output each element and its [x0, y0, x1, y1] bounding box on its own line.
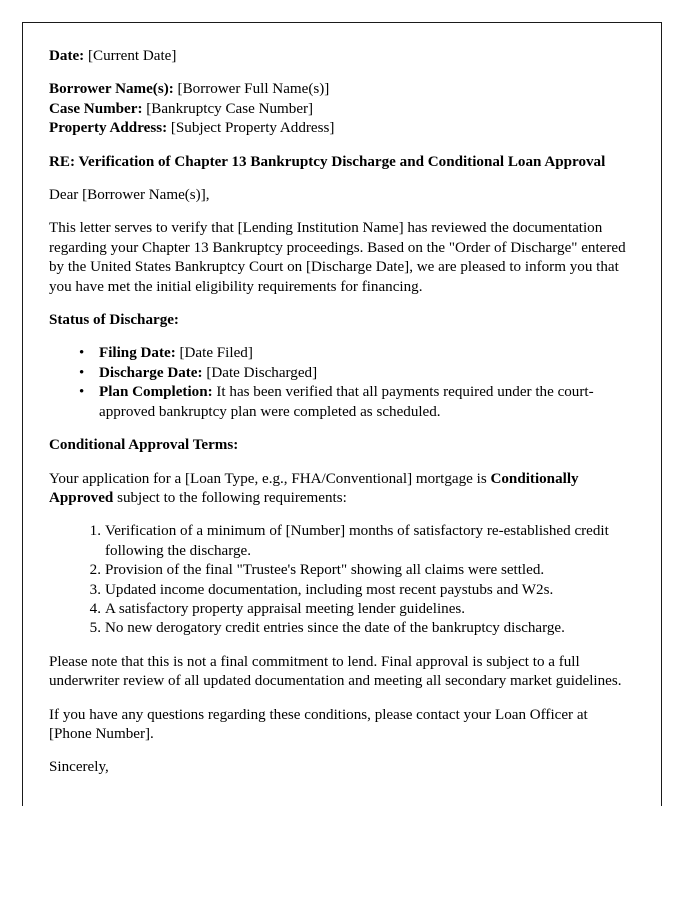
- list-item: [89, 364, 631, 383]
- date-value: [Current Date]: [87, 48, 177, 64]
- plan-completion-value: It has been verified that all payments required under the court-approved bankruptcy plan were completed as scheduled.: [99, 384, 594, 420]
- property-address-value: [Subject Property Address]: [170, 120, 335, 137]
- requirements-list: [49, 522, 631, 638]
- list-item: Verification of a minimum of [Number] months of satisfactory re-established credit following the discharge.: [105, 523, 609, 559]
- list-item: [89, 383, 631, 422]
- status-heading: Status of Discharge:: [49, 312, 179, 329]
- status-list: [49, 344, 631, 422]
- list-item: No new derogatory credit entries since the date of the bankruptcy discharge.: [105, 620, 565, 637]
- letter-body: [49, 47, 631, 778]
- list-item: Provision of the final "Trustee's Report" showing all claims were settled.: [105, 562, 545, 579]
- approval-paragraph: [49, 470, 631, 509]
- date-label: Date:: [49, 48, 85, 64]
- closing-line: Sincerely,: [49, 759, 109, 776]
- list-item: Updated income documentation, including most recent paystubs and W2s.: [105, 581, 554, 598]
- filing-date-value: [Date Filed]: [179, 345, 253, 362]
- filing-date-label: Filing Date:: [99, 345, 176, 362]
- terms-heading: Conditional Approval Terms:: [49, 437, 239, 454]
- case-number-label: Case Number:: [49, 100, 143, 117]
- discharge-date-label: Discharge Date:: [99, 364, 203, 381]
- discharge-date-value: [Date Discharged]: [206, 364, 318, 381]
- contact-paragraph: If you have any questions regarding these conditions, please contact your Loan Officer at [Phone Number].: [49, 706, 588, 742]
- document-page: [22, 22, 662, 806]
- plan-completion-label: Plan Completion:: [99, 384, 213, 401]
- approval-status-emphasis: Conditionally Approved: [49, 470, 579, 506]
- list-item: A satisfactory property appraisal meeting lender guidelines.: [105, 600, 466, 617]
- salutation: Dear [Borrower Name(s)],: [49, 187, 210, 204]
- approval-text-after: subject to the following requirements:: [113, 489, 347, 506]
- intro-paragraph: This letter serves to verify that [Lending Institution Name] has reviewed the documentation regarding your Chapter 13 Bankruptcy proceedings. Based on the "Order of Discharge" entered by the United States Bankruptcy Court on [Discharge Date], we are pleased to inform you that you have met the initial eligibility requirements for financing.: [49, 220, 626, 295]
- property-address-line: [49, 119, 631, 138]
- date-line: [49, 47, 631, 66]
- borrower-name-label: Borrower Name(s):: [49, 81, 174, 98]
- borrower-name-value: [Borrower Full Name(s)]: [177, 81, 330, 98]
- subject-line: RE: Verification of Chapter 13 Bankruptcy Discharge and Conditional Loan Approval: [49, 153, 606, 170]
- list-item: [89, 344, 631, 363]
- approval-text-before: Your application for a [Loan Type, e.g., FHA/Conventional] mortgage is: [49, 470, 491, 487]
- disclaimer-paragraph: Please note that this is not a final commitment to lend. Final approval is subject to a full underwriter review of all updated documentation and meeting all secondary market guidelines.: [49, 653, 622, 690]
- case-number-value: [Bankruptcy Case Number]: [146, 100, 314, 117]
- property-address-label: Property Address:: [49, 120, 168, 137]
- recipient-block: [49, 80, 631, 138]
- case-number-line: [49, 100, 631, 119]
- borrower-name-line: [49, 80, 631, 99]
